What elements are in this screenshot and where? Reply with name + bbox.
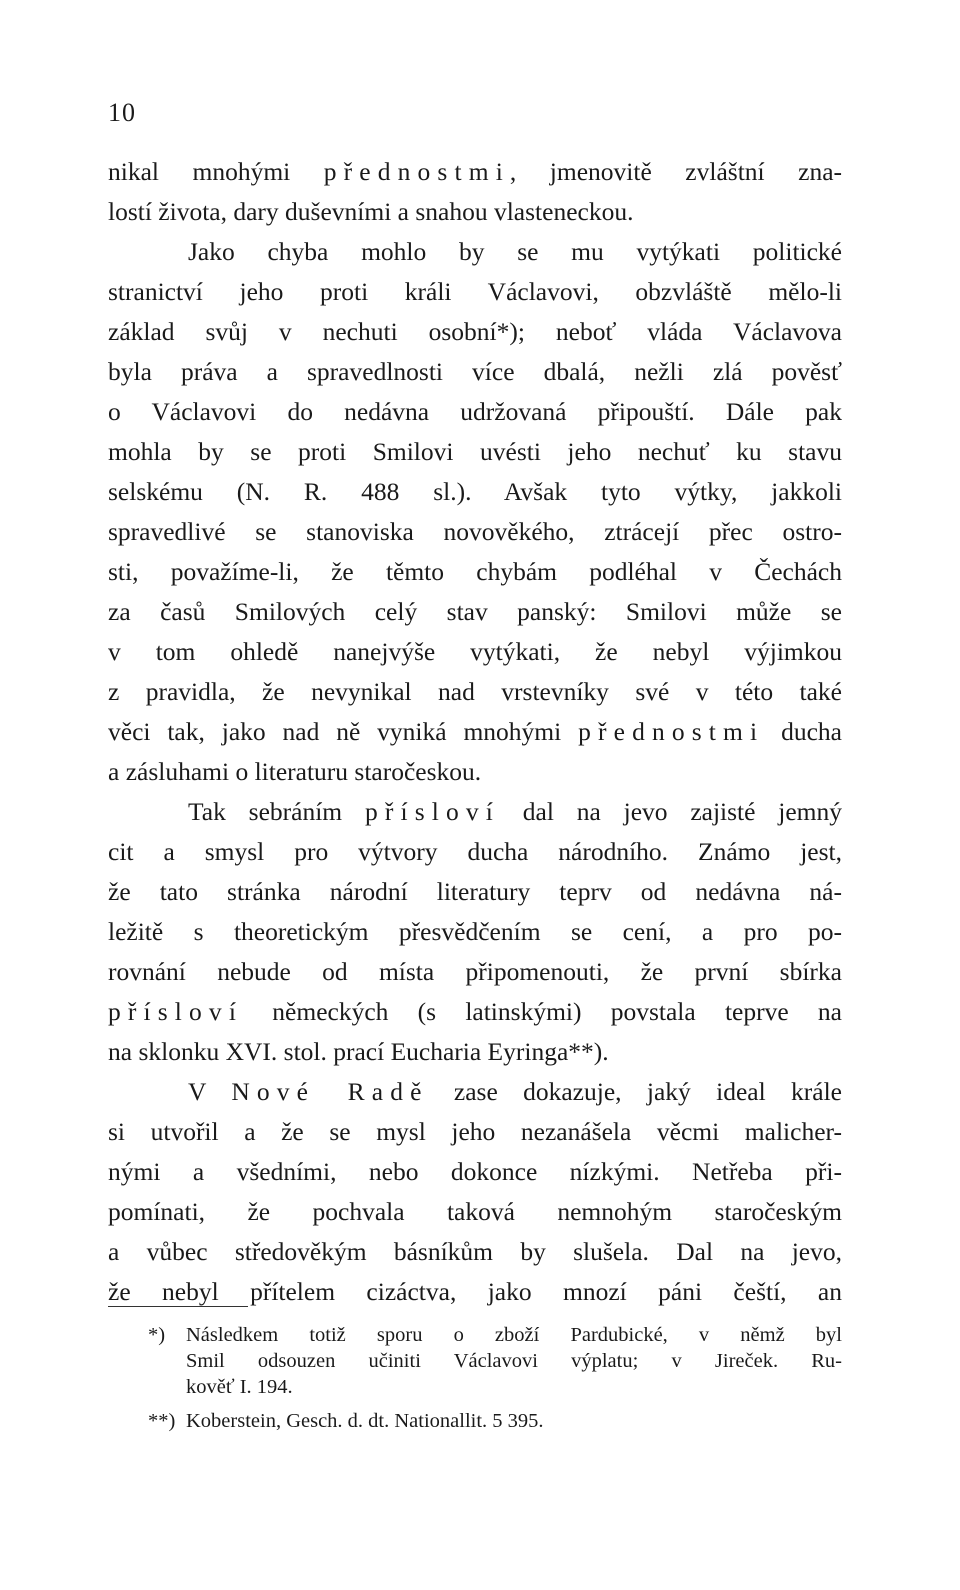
text-line: si utvořil a že se mysl jeho nezanášela věcmi malicher- — [108, 1117, 842, 1146]
text-line: za časů Smilových celý stav panský: Smilovi může se — [108, 597, 842, 626]
text-line: cit a smysl pro výtvory ducha národního. Známo jest, — [108, 837, 842, 866]
footnotes — [148, 1322, 842, 1434]
text-line: věci tak, jako nad ně vyniká mnohými přednostmi ducha — [108, 717, 842, 746]
text-line: lostí života, dary duševními a snahou vlasteneckou. — [108, 197, 634, 226]
text-line: pomínati, že pochvala taková nemnohým staročeským — [108, 1197, 842, 1226]
footnote-line — [148, 1322, 842, 1348]
footnote-line — [148, 1348, 842, 1374]
text-line: sti, považíme-li, že těmto chybám podléhal v Čechách — [108, 557, 842, 586]
footnote-text: Následkem totiž sporu o zboží Pardubické, v němž byl — [186, 1324, 842, 1346]
text-line: že nebyl přítelem cizáctva, jako mnozí páni čeští, an — [108, 1277, 842, 1306]
text-line: byla práva a spravedlnosti více dbalá, nežli zlá pověsť — [108, 357, 842, 386]
footnote-line — [148, 1374, 842, 1400]
text-line: Tak sebráním přísloví dal na jevo zajisté jemný — [188, 797, 843, 826]
text-line: přísloví německých (s latinskými) povstala teprve na — [108, 997, 842, 1026]
footnote-mark: **) — [148, 1410, 176, 1432]
text-line: o Václavovi do nedávna udržovaná připouští. Dále pak — [108, 397, 842, 426]
text-line: mohla by se proti Smilovi uvésti jeho nechuť ku stavu — [108, 437, 842, 466]
text-line: a zásluhami o literaturu staročeskou. — [108, 757, 482, 786]
body-text — [108, 152, 842, 1312]
footnote-text: Koberstein, Gesch. d. dt. Nationallit. 5 395. — [186, 1410, 544, 1432]
text-line: a vůbec středověkým básníkům by slušela. Dal na jevo, — [108, 1237, 842, 1266]
text-line: z pravidla, že nevynikal nad vrstevníky své v této také — [108, 677, 842, 706]
text-line: spravedlivé se stanoviska novověkého, ztrácejí přec ostro- — [108, 517, 842, 546]
page-number: 10 — [108, 98, 136, 127]
footnote-text: Smil odsouzen učiniti Václavovi výplatu; v Jireček. Ru- — [186, 1350, 842, 1372]
text-line: nikal mnohými přednostmi, jmenovitě zvláštní zna- — [108, 157, 843, 186]
text-line: V Nové Radě zase dokazuje, jaký ideal krále — [188, 1077, 842, 1106]
text-line: v tom ohledě nanejvýše vytýkati, že nebyl výjimkou — [108, 637, 842, 666]
footnote-text: kověť I. 194. — [186, 1376, 293, 1398]
text-line: rovnání nebude od místa připomenouti, že první sbírka — [108, 957, 842, 986]
text-line: stranictví jeho proti králi Václavovi, obzvláště mělo-li — [108, 277, 842, 306]
text-line: nými a všedními, nebo dokonce nízkými. Netřeba při- — [108, 1157, 842, 1186]
footnote-mark: *) — [148, 1324, 166, 1346]
text-line: selskému (N. R. 488 sl.). Avšak tyto výtky, jakkoli — [108, 477, 842, 506]
text-line: Jako chyba mohlo by se mu vytýkati politické — [188, 237, 842, 266]
footnote-separator — [108, 1306, 248, 1307]
text-line: ležitě s theoretickým přesvědčením se cení, a pro po- — [108, 917, 842, 946]
text-line: na sklonku XVI. stol. prací Eucharia Eyringa**). — [108, 1037, 609, 1066]
footnote-line — [148, 1408, 842, 1434]
text-line: základ svůj v nechuti osobní*); neboť vláda Václavova — [108, 317, 842, 346]
text-line: že tato stránka národní literatury teprv od nedávna ná- — [108, 877, 842, 906]
